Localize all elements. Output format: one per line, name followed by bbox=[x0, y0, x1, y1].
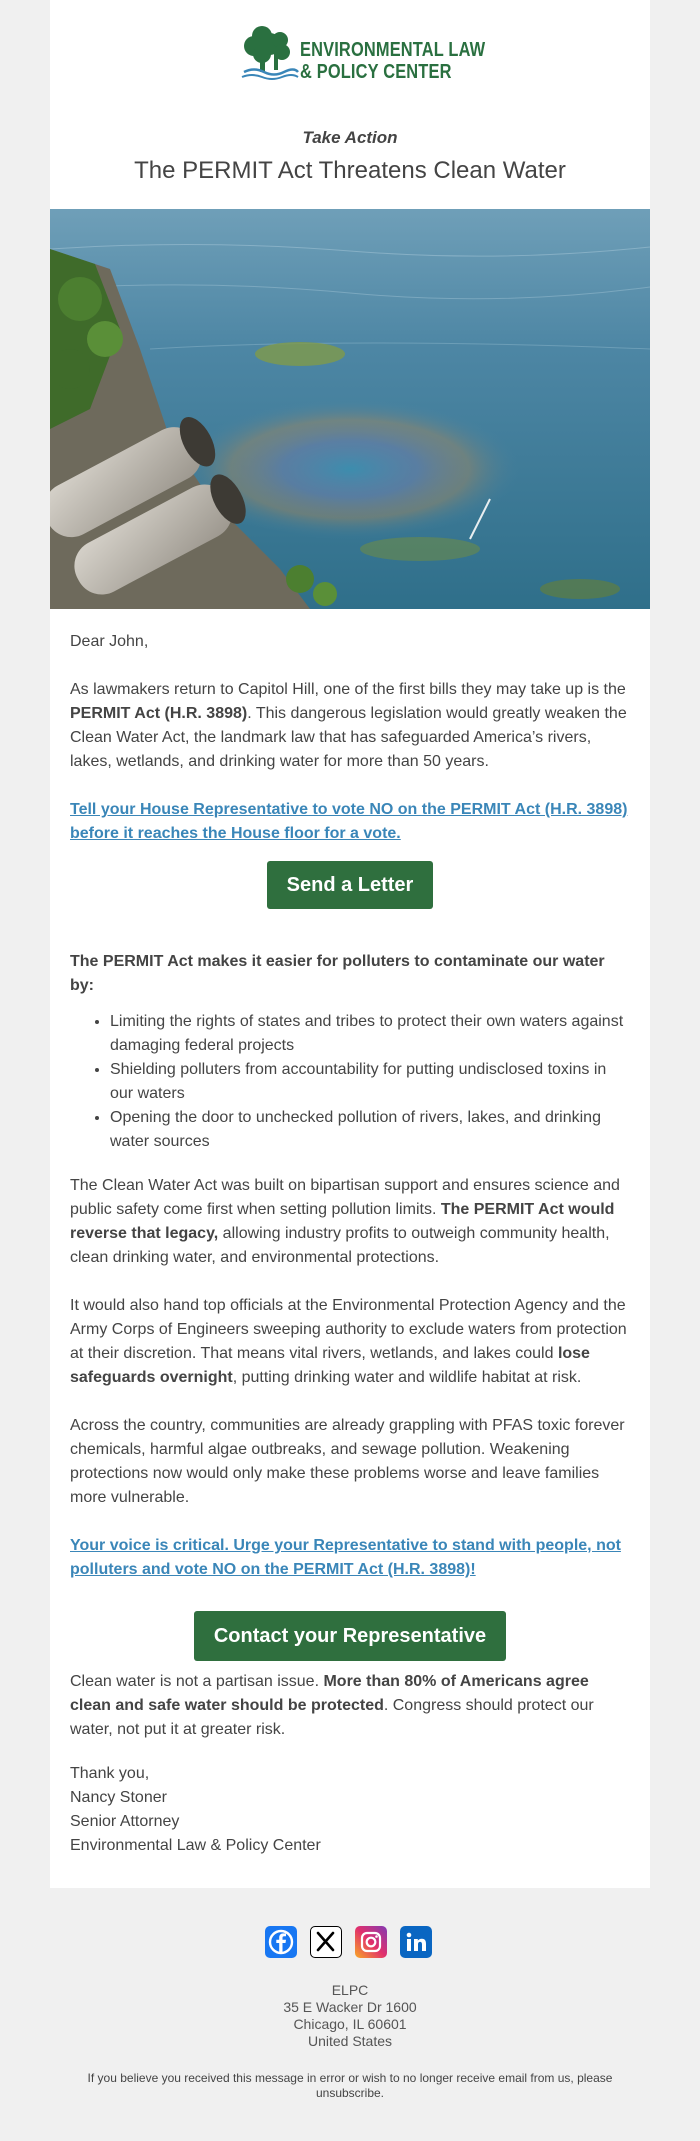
cta-paragraph-1 bbox=[70, 798, 630, 846]
communities-paragraph: Across the country, communities are already grappling with PFAS toxic forever chemicals, harmful algae outbreaks, and sewage pollution. Weakening protections now would only make these problems worse and leave families more vulnerable. bbox=[70, 1417, 625, 1506]
unsubscribe-disclaimer[interactable]: If you believe you received this message in error or wish to no longer receive email from us, please unsubscribe. bbox=[87, 2071, 613, 2100]
contact-representative-button[interactable]: Contact your Representative bbox=[194, 1611, 506, 1661]
logo-wordmark bbox=[300, 39, 485, 83]
harm-list bbox=[70, 1010, 630, 1154]
signer-name: Nancy Stoner bbox=[70, 1789, 167, 1806]
linkedin-icon[interactable] bbox=[400, 1926, 432, 1958]
page-title: The PERMIT Act Threatens Clean Water bbox=[134, 157, 566, 184]
send-letter-button[interactable]: Send a Letter bbox=[267, 861, 433, 909]
urge-representative-link[interactable]: Your voice is critical. Urge your Representative to stand with people, not polluters and vote NO on the PERMIT Act (H.R. 3898)! bbox=[70, 1537, 621, 1578]
greeting: Dear John, bbox=[70, 633, 149, 650]
footer-street: 35 E Wacker Dr 1600 bbox=[283, 1999, 417, 2015]
closing-paragraph: Clean water is not a partisan issue. More than 80% of Americans agree clean and safe water should be protected. Congress should protect our water, not put it at greater risk. bbox=[70, 1673, 594, 1738]
footer-address bbox=[0, 1982, 700, 2050]
list-item: • Shielding polluters from accountability for putting undisclosed toxins in our waters bbox=[110, 1058, 630, 1106]
signer-org: Environmental Law & Policy Center bbox=[70, 1837, 321, 1854]
signoff-line: Thank you, bbox=[70, 1765, 150, 1782]
x-icon[interactable] bbox=[310, 1926, 342, 1958]
intro-paragraph: As lawmakers return to Capitol Hill, one of the first bills they may take up is the PERMIT Act (H.R. 3898). This dangerous legislation would greatly weaken the Clean Water Act, the landmark law that has safeguarded America’s rivers, lakes, wetlands, and drinking water for more than 50 years. bbox=[70, 681, 627, 770]
footer-org: ELPC bbox=[331, 1982, 369, 1998]
footer-country: United States bbox=[307, 2033, 393, 2049]
authority-paragraph: It would also hand top officials at the Environmental Protection Agency and the Army Corps of Engineers sweeping authority to exclude waters from protection at their discretion. That means vital rivers, wetlands, and lakes could lose safeguards overnight, putting drinking water and wildlife habitat at risk. bbox=[70, 1297, 627, 1386]
facebook-icon[interactable] bbox=[265, 1926, 297, 1958]
legacy-paragraph: The Clean Water Act was built on bipartisan support and ensures science and public safety come first when setting pollution limits. The PERMIT Act would reverse that legacy, allowing industry profits to outweigh community health, clean drinking water, and environmental protections. bbox=[70, 1177, 620, 1266]
tell-representative-link[interactable]: Tell your House Representative to vote NO on the PERMIT Act (H.R. 3898) before it reaches the House floor for a vote. bbox=[70, 801, 628, 842]
list-heading: The PERMIT Act makes it easier for polluters to contaminate our water by: bbox=[70, 953, 605, 994]
bill-name: PERMIT Act (H.R. 3898) bbox=[70, 705, 248, 722]
logo-line-2: & POLICY CENTER bbox=[300, 61, 452, 83]
instagram-icon[interactable] bbox=[355, 1926, 387, 1958]
logo-line-1: ENVIRONMENTAL LAW bbox=[300, 39, 486, 61]
email-card bbox=[50, 0, 650, 1888]
signer-title: Senior Attorney bbox=[70, 1813, 180, 1830]
cta-paragraph-2 bbox=[70, 1534, 630, 1582]
signature bbox=[70, 1762, 630, 1858]
social-links bbox=[265, 1926, 435, 1960]
list-item: • Limiting the rights of states and tribes to protect their own waters against damaging federal projects bbox=[110, 1010, 630, 1058]
elpc-logo[interactable] bbox=[240, 22, 486, 84]
footer-city: Chicago, IL 60601 bbox=[293, 2016, 407, 2032]
hero-image bbox=[50, 209, 650, 609]
kicker: Take Action bbox=[302, 128, 398, 147]
tree-logo-icon bbox=[240, 22, 300, 84]
list-item: • Opening the door to unchecked pollution of rivers, lakes, and drinking water sources bbox=[110, 1106, 630, 1154]
